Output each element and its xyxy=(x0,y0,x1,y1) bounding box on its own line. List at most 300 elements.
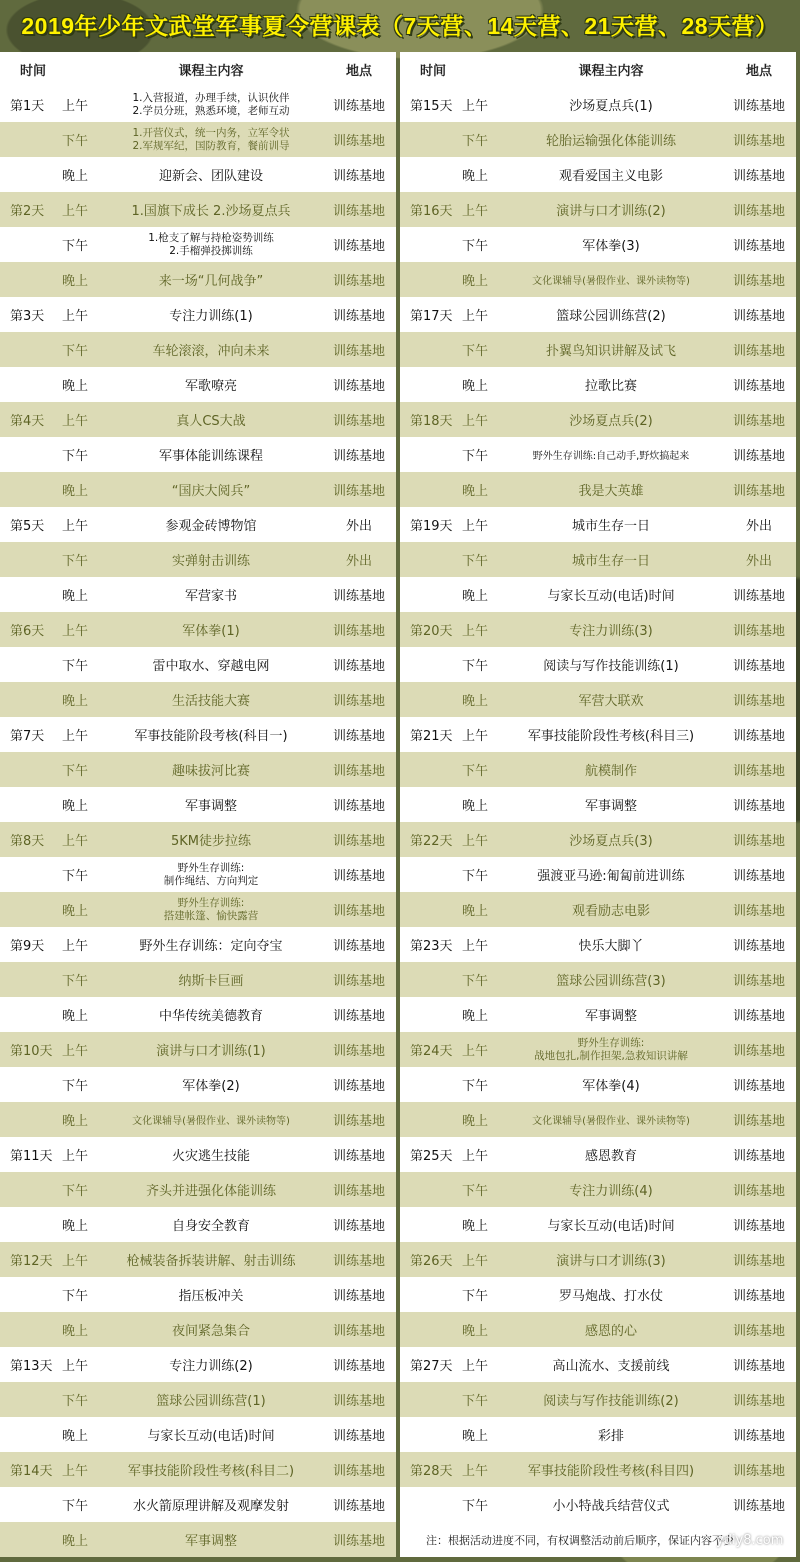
place-label: 训练基地 xyxy=(732,1079,785,1094)
course-line: 趣味拔河比赛 xyxy=(171,764,250,779)
place-label: 训练基地 xyxy=(332,169,385,184)
table-row xyxy=(400,437,796,472)
place-label: 训练基地 xyxy=(332,764,385,779)
course-content xyxy=(100,577,322,612)
day-label xyxy=(10,122,58,157)
place-label: 训练基地 xyxy=(332,729,385,744)
course-line: 军事技能阶段考核(科目一) xyxy=(134,729,288,744)
place-label: 训练基地 xyxy=(332,799,385,814)
period-label: 下午 xyxy=(462,764,489,779)
day-label xyxy=(410,157,458,192)
table-row xyxy=(400,1067,796,1102)
course-line: 与家长互动(电话)时间 xyxy=(547,589,675,604)
place-label: 训练基地 xyxy=(732,1429,785,1444)
course-line: 1.国旗下成长 2.沙场夏点兵 xyxy=(131,204,291,219)
table-row xyxy=(400,1277,796,1312)
table-row xyxy=(400,1417,796,1452)
period-label: 晚上 xyxy=(462,1009,489,1024)
course-line: 感恩教育 xyxy=(584,1149,637,1164)
place-label: 训练基地 xyxy=(732,1254,785,1269)
day-label: 第2天 xyxy=(10,204,45,219)
place-label: 训练基地 xyxy=(732,1394,785,1409)
course-line: 2.手榴弹投掷训练 xyxy=(169,244,253,257)
table-row xyxy=(400,927,796,962)
place-label: 训练基地 xyxy=(732,869,785,884)
course-line: 篮球公园训练营(3) xyxy=(556,974,666,989)
period-label: 上午 xyxy=(62,1359,89,1374)
course-content xyxy=(500,297,722,332)
course-content xyxy=(500,892,722,927)
day-label xyxy=(10,857,58,892)
table-row xyxy=(400,192,796,227)
course-line: 演讲与口才训练(3) xyxy=(556,1254,666,1269)
day-label xyxy=(410,1312,458,1347)
period-label: 上午 xyxy=(462,99,489,114)
course-content xyxy=(100,1487,322,1522)
period-label: 上午 xyxy=(462,939,489,954)
day-label xyxy=(410,1207,458,1242)
table-row xyxy=(0,87,396,122)
place-label: 训练基地 xyxy=(732,309,785,324)
course-content xyxy=(100,1172,322,1207)
place-label: 训练基地 xyxy=(332,1429,385,1444)
header-content: 课程主内容 xyxy=(178,64,244,79)
day-label xyxy=(410,1382,458,1417)
table-row xyxy=(400,1172,796,1207)
course-content xyxy=(500,1382,722,1417)
table-row xyxy=(0,647,396,682)
table-row xyxy=(0,297,396,332)
course-content xyxy=(500,927,722,962)
place-label: 训练基地 xyxy=(732,659,785,674)
day-label: 第15天 xyxy=(410,99,453,114)
place-label: 训练基地 xyxy=(332,344,385,359)
day-label xyxy=(410,1067,458,1102)
place-label: 训练基地 xyxy=(732,99,785,114)
day-label: 第11天 xyxy=(10,1149,53,1164)
period-label: 上午 xyxy=(62,1254,89,1269)
day-label xyxy=(10,1207,58,1242)
day-label xyxy=(410,997,458,1032)
period-label: 下午 xyxy=(62,1394,89,1409)
course-line: 城市生存一日 xyxy=(571,519,650,534)
period-label: 晚上 xyxy=(62,1114,89,1129)
period-label: 上午 xyxy=(62,939,89,954)
course-line: 夜间紧急集合 xyxy=(171,1324,250,1339)
course-content xyxy=(100,717,322,752)
course-line: 5KM徒步拉练 xyxy=(170,834,251,849)
period-label: 晚上 xyxy=(462,1114,489,1129)
place-label: 训练基地 xyxy=(332,834,385,849)
place-label: 训练基地 xyxy=(732,134,785,149)
period-label: 上午 xyxy=(62,519,89,534)
day-label: 第23天 xyxy=(410,939,453,954)
period-label: 下午 xyxy=(62,344,89,359)
table-row xyxy=(400,717,796,752)
place-label: 训练基地 xyxy=(732,729,785,744)
period-label: 上午 xyxy=(462,1044,489,1059)
course-line: 专注力训练(1) xyxy=(169,309,253,324)
place-label: 训练基地 xyxy=(732,484,785,499)
course-line: 专注力训练(4) xyxy=(569,1184,653,1199)
table-row xyxy=(0,577,396,612)
day-label xyxy=(10,262,58,297)
day-label: 第12天 xyxy=(10,1254,53,1269)
period-label: 上午 xyxy=(462,204,489,219)
course-line: 自身安全教育 xyxy=(171,1219,250,1234)
table-header xyxy=(400,52,796,87)
course-line: 水火箭原理讲解及观摩发射 xyxy=(132,1499,289,1514)
place-label: 训练基地 xyxy=(332,939,385,954)
course-line: 野外生存训练: xyxy=(177,896,245,909)
period-label: 下午 xyxy=(462,974,489,989)
day-label: 第4天 xyxy=(10,414,45,429)
table-row xyxy=(400,297,796,332)
course-line: 野外生存训练: xyxy=(577,1036,645,1049)
day-label: 第26天 xyxy=(410,1254,453,1269)
day-label xyxy=(410,892,458,927)
place-label: 训练基地 xyxy=(332,1394,385,1409)
day-label xyxy=(10,997,58,1032)
period-label: 下午 xyxy=(462,1394,489,1409)
course-line: 生活技能大赛 xyxy=(171,694,250,709)
period-label: 晚上 xyxy=(462,1219,489,1234)
place-label: 训练基地 xyxy=(732,1149,785,1164)
place-label: 训练基地 xyxy=(332,1464,385,1479)
table-row xyxy=(400,647,796,682)
period-label: 上午 xyxy=(462,414,489,429)
course-content xyxy=(100,1417,322,1452)
period-label: 晚上 xyxy=(62,799,89,814)
period-label: 晚上 xyxy=(62,1219,89,1234)
period-label: 下午 xyxy=(462,869,489,884)
place-label: 训练基地 xyxy=(732,1114,785,1129)
course-line: 军事调整 xyxy=(184,1534,237,1549)
day-label xyxy=(10,157,58,192)
day-label xyxy=(410,647,458,682)
day-label xyxy=(10,1067,58,1102)
day-label: 第27天 xyxy=(410,1359,453,1374)
place-label: 训练基地 xyxy=(732,1219,785,1234)
place-label: 训练基地 xyxy=(732,1464,785,1479)
course-content xyxy=(500,192,722,227)
table-row xyxy=(400,787,796,822)
course-content xyxy=(100,1347,322,1382)
place-label: 训练基地 xyxy=(732,344,785,359)
table-row xyxy=(400,227,796,262)
course-content xyxy=(100,542,322,577)
table-row xyxy=(0,857,396,892)
period-label: 晚上 xyxy=(462,799,489,814)
table-row xyxy=(0,472,396,507)
course-content xyxy=(500,1277,722,1312)
table-row xyxy=(0,717,396,752)
day-label xyxy=(410,542,458,577)
day-label: 第10天 xyxy=(10,1044,53,1059)
course-line: 阅读与写作技能训练(1) xyxy=(543,659,679,674)
table-row xyxy=(400,752,796,787)
period-label: 下午 xyxy=(62,554,89,569)
period-label: 晚上 xyxy=(462,484,489,499)
course-line: 与家长互动(电话)时间 xyxy=(547,1219,675,1234)
course-line: 军营大联欢 xyxy=(578,694,644,709)
course-line: 中华传统美德教育 xyxy=(158,1009,263,1024)
table-row xyxy=(0,752,396,787)
course-line: 真人CS大战 xyxy=(176,414,246,429)
period-label: 上午 xyxy=(62,1044,89,1059)
course-content xyxy=(100,1137,322,1172)
course-line: 来一场“几何战争” xyxy=(158,274,264,289)
day-label: 第1天 xyxy=(10,99,45,114)
period-label: 下午 xyxy=(62,659,89,674)
table-row xyxy=(400,997,796,1032)
table-row xyxy=(400,857,796,892)
course-line: 军事体能训练课程 xyxy=(158,449,263,464)
day-label xyxy=(410,857,458,892)
place-label: 训练基地 xyxy=(732,274,785,289)
table-row xyxy=(0,962,396,997)
table-row xyxy=(0,1277,396,1312)
place-label: 训练基地 xyxy=(732,624,785,639)
place-label: 训练基地 xyxy=(732,1359,785,1374)
place-label: 训练基地 xyxy=(332,414,385,429)
header-time: 时间 xyxy=(420,64,447,79)
place-label: 训练基地 xyxy=(732,1009,785,1024)
period-label: 下午 xyxy=(462,1184,489,1199)
period-label: 上午 xyxy=(462,1254,489,1269)
period-label: 下午 xyxy=(62,1079,89,1094)
course-content xyxy=(500,1452,722,1487)
day-label xyxy=(410,262,458,297)
table-row xyxy=(400,157,796,192)
period-label: 晚上 xyxy=(462,1429,489,1444)
period-label: 上午 xyxy=(462,1149,489,1164)
day-label xyxy=(410,682,458,717)
place-label: 训练基地 xyxy=(332,694,385,709)
course-content xyxy=(100,822,322,857)
course-line: 制作绳结、方向判定 xyxy=(163,874,259,887)
place-label: 训练基地 xyxy=(332,484,385,499)
table-row xyxy=(0,507,396,542)
watermark: ydiy8.com xyxy=(716,1533,784,1548)
course-content xyxy=(100,857,322,892)
course-content xyxy=(500,122,722,157)
day-label: 第6天 xyxy=(10,624,45,639)
table-row xyxy=(0,1452,396,1487)
period-label: 上午 xyxy=(462,834,489,849)
place-label: 训练基地 xyxy=(332,869,385,884)
period-label: 晚上 xyxy=(62,1534,89,1549)
table-row xyxy=(400,1347,796,1382)
course-content xyxy=(500,472,722,507)
table-row xyxy=(0,1382,396,1417)
day-label xyxy=(10,1487,58,1522)
course-content xyxy=(100,297,322,332)
place-label: 训练基地 xyxy=(332,99,385,114)
table-row xyxy=(0,542,396,577)
table-row xyxy=(400,1207,796,1242)
place-label: 训练基地 xyxy=(332,1079,385,1094)
period-label: 下午 xyxy=(462,1079,489,1094)
course-content xyxy=(500,507,722,542)
course-content xyxy=(500,857,722,892)
table-row xyxy=(0,612,396,647)
period-label: 上午 xyxy=(62,99,89,114)
footnote: 注：根据活动进度不同，有权调整活动前后顺序，保证内容不少 xyxy=(426,1533,734,1547)
day-label xyxy=(410,752,458,787)
course-line: 2.军规军纪，国防教育，餐前训导 xyxy=(132,139,290,152)
course-line: 拉歌比赛 xyxy=(584,379,637,394)
period-label: 下午 xyxy=(62,239,89,254)
course-line: 观看励志电影 xyxy=(571,904,650,919)
day-label xyxy=(10,1312,58,1347)
place-label: 训练基地 xyxy=(332,134,385,149)
place-label: 训练基地 xyxy=(732,974,785,989)
table-row xyxy=(400,1032,796,1067)
place-label: 训练基地 xyxy=(332,204,385,219)
place-label: 训练基地 xyxy=(332,1009,385,1024)
schedule-left-table xyxy=(0,52,396,1560)
day-label: 第18天 xyxy=(410,414,453,429)
table-row xyxy=(400,1242,796,1277)
course-line: 雷中取水、穿越电网 xyxy=(152,659,270,674)
place-label: 训练基地 xyxy=(332,974,385,989)
table-row xyxy=(400,402,796,437)
course-content xyxy=(100,402,322,437)
course-line: “国庆大阅兵” xyxy=(171,484,251,499)
period-label: 上午 xyxy=(462,624,489,639)
course-content xyxy=(100,437,322,472)
place-label: 训练基地 xyxy=(332,1324,385,1339)
course-line: 军事调整 xyxy=(584,799,637,814)
period-label: 下午 xyxy=(62,449,89,464)
period-label: 下午 xyxy=(62,1184,89,1199)
period-label: 上午 xyxy=(62,729,89,744)
course-content xyxy=(500,402,722,437)
day-label xyxy=(10,682,58,717)
period-label: 上午 xyxy=(462,729,489,744)
day-label xyxy=(10,1277,58,1312)
period-label: 下午 xyxy=(462,449,489,464)
place-label: 训练基地 xyxy=(332,624,385,639)
table-row xyxy=(0,997,396,1032)
course-line: 野外生存训练：定向夺宝 xyxy=(139,939,283,954)
course-content xyxy=(500,1102,722,1137)
day-label xyxy=(410,1417,458,1452)
period-label: 晚上 xyxy=(62,1324,89,1339)
table-row xyxy=(400,507,796,542)
table-row xyxy=(400,1102,796,1137)
course-line: 军事技能阶段性考核(科目二) xyxy=(127,1464,295,1479)
place-label: 训练基地 xyxy=(732,449,785,464)
course-line: 战地包扎,制作担架,急救知识讲解 xyxy=(534,1049,688,1062)
day-label xyxy=(10,1382,58,1417)
day-label: 第16天 xyxy=(410,204,453,219)
place-label: 训练基地 xyxy=(732,694,785,709)
course-line: 野外生存训练:自己动手,野炊搞起来 xyxy=(532,451,690,462)
period-label: 晚上 xyxy=(62,484,89,499)
course-content xyxy=(100,332,322,367)
table-row xyxy=(0,1172,396,1207)
course-line: 军体拳(4) xyxy=(582,1079,640,1094)
place-label: 训练基地 xyxy=(332,1149,385,1164)
course-content xyxy=(100,1207,322,1242)
period-label: 晚上 xyxy=(62,379,89,394)
table-row xyxy=(0,1102,396,1137)
course-line: 扑翼鸟知识讲解及试飞 xyxy=(545,344,676,359)
period-label: 下午 xyxy=(462,134,489,149)
course-content xyxy=(500,1487,722,1522)
day-label: 第9天 xyxy=(10,939,45,954)
period-label: 上午 xyxy=(62,1464,89,1479)
course-line: 演讲与口才训练(2) xyxy=(556,204,666,219)
course-content xyxy=(100,1452,322,1487)
table-header xyxy=(0,52,396,87)
place-label: 外出 xyxy=(345,554,372,569)
table-row xyxy=(400,542,796,577)
course-content xyxy=(500,1312,722,1347)
place-label: 训练基地 xyxy=(732,904,785,919)
course-content xyxy=(500,227,722,262)
course-line: 迎新会、团队建设 xyxy=(158,169,263,184)
table-row xyxy=(0,892,396,927)
table-row xyxy=(0,1522,396,1557)
place-label: 外出 xyxy=(745,519,772,534)
course-line: 纳斯卡巨画 xyxy=(178,974,244,989)
day-label xyxy=(410,1172,458,1207)
period-label: 上午 xyxy=(62,834,89,849)
place-label: 训练基地 xyxy=(732,1499,785,1514)
period-label: 晚上 xyxy=(462,169,489,184)
course-content xyxy=(100,192,322,227)
course-line: 彩排 xyxy=(597,1429,624,1444)
course-line: 火灾逃生技能 xyxy=(171,1149,250,1164)
course-content xyxy=(100,262,322,297)
course-line: 城市生存一日 xyxy=(571,554,650,569)
course-line: 参观金砖博物馆 xyxy=(165,519,257,534)
day-label xyxy=(410,577,458,612)
course-content xyxy=(500,367,722,402)
period-label: 上午 xyxy=(462,1464,489,1479)
course-content xyxy=(100,682,322,717)
course-content xyxy=(500,1242,722,1277)
table-row xyxy=(400,332,796,367)
course-line: 演讲与口才训练(1) xyxy=(156,1044,266,1059)
table-row xyxy=(400,822,796,857)
place-label: 训练基地 xyxy=(732,834,785,849)
place-label: 训练基地 xyxy=(332,379,385,394)
course-content xyxy=(100,472,322,507)
course-line: 军营家书 xyxy=(184,589,237,604)
course-line: 指压板冲关 xyxy=(178,1289,244,1304)
place-label: 训练基地 xyxy=(332,904,385,919)
table-row xyxy=(0,227,396,262)
course-line: 专注力训练(3) xyxy=(569,624,653,639)
day-label xyxy=(10,892,58,927)
period-label: 晚上 xyxy=(462,379,489,394)
day-label xyxy=(10,1172,58,1207)
course-line: 沙场夏点兵(1) xyxy=(569,99,653,114)
course-content xyxy=(100,122,322,157)
period-label: 上午 xyxy=(62,204,89,219)
table-row xyxy=(400,1137,796,1172)
period-label: 晚上 xyxy=(462,694,489,709)
course-line: 文化课辅导(暑假作业、课外读物等) xyxy=(132,1116,290,1127)
table-row xyxy=(0,122,396,157)
table-row xyxy=(400,472,796,507)
period-label: 下午 xyxy=(462,1289,489,1304)
table-row xyxy=(400,962,796,997)
